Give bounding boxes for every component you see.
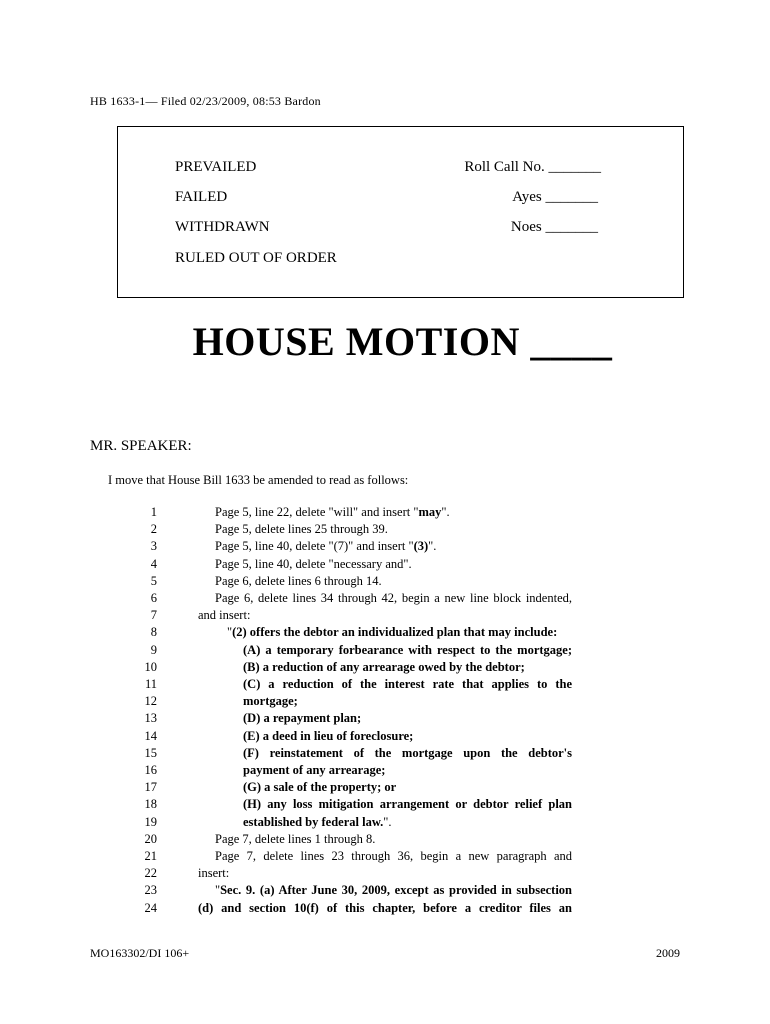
bold-text: mortgage; <box>243 694 298 709</box>
line-number: 13 <box>144 711 157 726</box>
plain-text: " <box>215 883 221 898</box>
amendment-line <box>0 505 770 522</box>
line-text <box>215 574 382 589</box>
plain-text: ". <box>428 539 437 554</box>
plain-text: Page 7, delete lines 1 through 8. <box>215 831 376 846</box>
salutation: MR. SPEAKER: <box>90 438 192 454</box>
amendment-line <box>0 608 770 625</box>
line-number: 17 <box>144 780 157 795</box>
line-number: 10 <box>144 659 157 674</box>
line-number: 1 <box>150 505 157 519</box>
amendment-line <box>0 763 770 780</box>
line-text <box>243 660 525 675</box>
bold-text: (E) a deed in lieu of foreclosure; <box>243 728 414 743</box>
bold-text: (A) a temporary forbearance with respect to the mortgage; <box>243 642 572 657</box>
amendment-line <box>0 883 770 900</box>
line-number: 22 <box>144 866 157 881</box>
line-text <box>227 625 557 640</box>
amendment-line <box>0 694 770 711</box>
amendment-line <box>0 539 770 556</box>
line-text <box>198 866 229 881</box>
plain-text: ". <box>383 814 392 829</box>
bold-text: established by federal law. <box>243 814 384 829</box>
line-text <box>243 763 385 778</box>
prevailed-label: PREVAILED <box>175 159 257 175</box>
plain-text: insert: <box>198 866 230 881</box>
document-header: HB 1633-1— Filed 02/23/2009, 08:53 Bardon <box>90 94 321 108</box>
page-title: HOUSE MOTION ____ <box>192 319 613 364</box>
line-number: 21 <box>144 849 157 863</box>
line-text <box>243 643 572 658</box>
footer-year: 2009 <box>656 946 680 960</box>
line-text <box>243 797 572 812</box>
bold-text: (D) a repayment plan; <box>243 711 362 726</box>
amendment-line <box>0 643 770 660</box>
line-number: 4 <box>150 556 157 571</box>
plain-text: Page 6, delete lines 6 through 14. <box>215 573 382 588</box>
line-number: 24 <box>144 900 157 915</box>
amendment-line <box>0 866 770 883</box>
line-text <box>243 711 361 726</box>
line-number: 6 <box>150 591 157 605</box>
plain-text: " <box>227 625 233 640</box>
line-text <box>215 557 412 572</box>
plain-text: Page 6, delete lines 34 through 42, begin a new line block indented, <box>215 591 572 605</box>
line-text <box>243 694 298 709</box>
line-text <box>215 539 436 554</box>
line-text <box>243 815 392 830</box>
line-number: 15 <box>144 745 157 760</box>
bold-text: (H) any loss mitigation arrangement or debtor relief plan <box>243 797 572 812</box>
amendment-line <box>0 815 770 832</box>
line-number: 14 <box>144 728 157 743</box>
plain-text: and insert: <box>198 608 251 623</box>
noes-field: Noes _______ <box>510 219 598 235</box>
line-number: 18 <box>144 797 157 812</box>
amendment-line <box>0 711 770 728</box>
intro-text: I move that House Bill 1633 be amended to read as follows: <box>108 473 409 487</box>
amendment-line <box>0 677 770 694</box>
line-text <box>215 505 450 520</box>
line-number: 23 <box>144 883 157 898</box>
roll-call-field: Roll Call No. _______ <box>464 159 601 175</box>
bold-text: (3) <box>413 539 429 554</box>
status-box <box>117 126 684 298</box>
line-number: 7 <box>150 608 157 623</box>
bold-text: payment of any arrearage; <box>243 763 386 777</box>
plain-text: Page 7, delete lines 23 through 36, begin a new paragraph and <box>215 849 572 863</box>
plain-text: Page 5, line 22, delete "will" and insert " <box>215 505 419 519</box>
amendment-line <box>0 522 770 539</box>
line-text <box>215 832 375 847</box>
bold-text: (2) offers the debtor an individualized plan that may include: <box>232 625 558 640</box>
line-number: 8 <box>150 625 157 640</box>
withdrawn-label: WITHDRAWN <box>175 219 270 235</box>
bold-text: (F) reinstatement of the mortgage upon the debtor's <box>243 745 572 760</box>
line-text <box>198 608 250 623</box>
plain-text: Page 5, line 40, delete "necessary and". <box>215 556 412 571</box>
line-text <box>243 677 572 692</box>
amendment-line <box>0 625 770 642</box>
line-number: 2 <box>150 522 157 537</box>
amendment-line <box>0 660 770 677</box>
line-text <box>215 849 572 864</box>
failed-label: FAILED <box>175 189 228 205</box>
amendment-line <box>0 797 770 814</box>
bold-text: Sec. 9. (a) After June 30, 2009, except as provided in subsection <box>220 883 572 898</box>
amendment-line <box>0 574 770 591</box>
bold-text: (C) a reduction of the interest rate that applies to the <box>243 677 572 691</box>
line-number: 16 <box>144 763 157 777</box>
line-text <box>215 591 572 606</box>
amendment-line <box>0 832 770 849</box>
line-number: 11 <box>144 677 157 691</box>
line-text <box>243 729 413 744</box>
ruled-out-label: RULED OUT OF ORDER <box>175 250 337 266</box>
plain-text: Page 5, delete lines 25 through 39. <box>215 522 388 537</box>
bold-text: (G) a sale of the property; or <box>243 780 397 795</box>
line-text <box>243 780 396 795</box>
line-number: 20 <box>144 831 157 846</box>
bold-text: (B) a reduction of any arrearage owed by the debtor; <box>243 659 525 674</box>
amendment-line <box>0 557 770 574</box>
amendment-line <box>0 746 770 763</box>
bold-text: (d) and section 10(f) of this chapter, before a creditor files an <box>198 900 572 915</box>
line-number: 9 <box>150 642 157 657</box>
line-text <box>198 901 572 916</box>
line-number: 19 <box>144 814 157 829</box>
line-text <box>243 746 572 761</box>
amendment-line <box>0 729 770 746</box>
line-number: 3 <box>150 539 157 554</box>
plain-text: ". <box>441 505 450 519</box>
line-text <box>215 883 572 898</box>
bold-text: may <box>418 505 442 519</box>
line-text <box>215 522 388 537</box>
amendment-line <box>0 591 770 608</box>
line-number: 5 <box>150 573 157 588</box>
amendment-line <box>0 849 770 866</box>
amendment-line <box>0 780 770 797</box>
amendment-line <box>0 901 770 918</box>
footer-doc-id: MO163302/DI 106+ <box>90 946 190 960</box>
ayes-field: Ayes _______ <box>512 189 598 205</box>
plain-text: Page 5, line 40, delete "(7)" and insert " <box>215 539 414 554</box>
line-number: 12 <box>144 694 157 709</box>
